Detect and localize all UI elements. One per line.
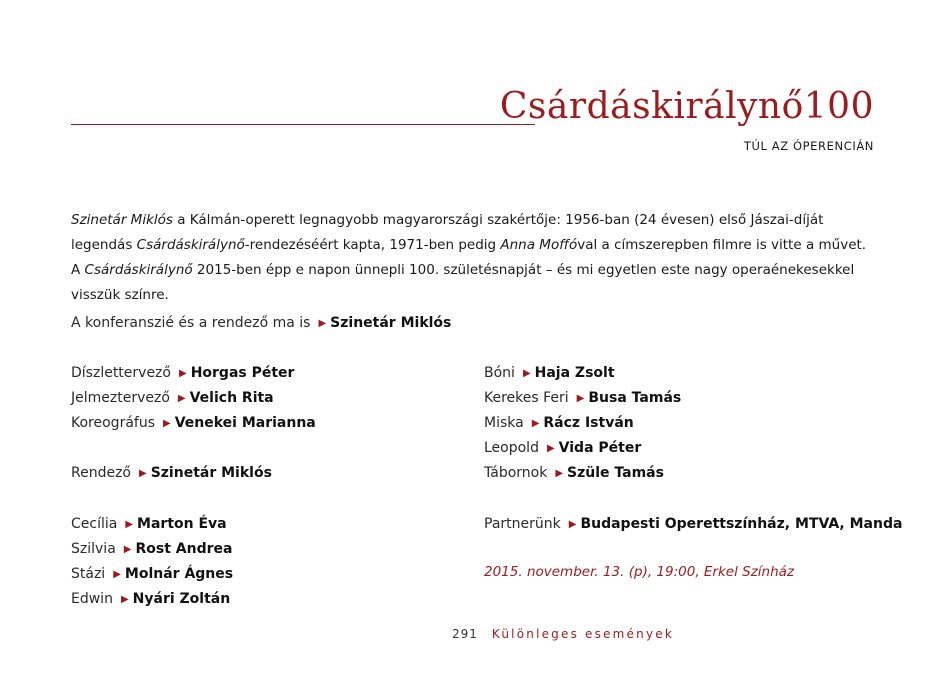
triangle-right-icon: ▶ [120, 594, 129, 605]
triangle-right-icon: ▶ [522, 368, 531, 379]
intro-italic-run: Csárdáskirálynő [84, 262, 193, 278]
credit-row [484, 414, 634, 434]
credit-role: Tábornok [484, 465, 548, 481]
credit-name: Budapesti Operettszínház, MTVA, Manda [580, 516, 903, 532]
credit-name: Marton Éva [137, 516, 227, 532]
credit-row [71, 389, 274, 409]
intro-text-run: val a címszerepben filmre is vitte a művet. A [71, 237, 867, 278]
triangle-right-icon: ▶ [568, 519, 577, 530]
triangle-right-icon: ▶ [163, 418, 171, 429]
page-title: Csárdáskirálynő100 [499, 86, 874, 127]
event-date: 2015. november. 13. (p), 19:00, Erkel Színház [484, 564, 795, 580]
triangle-right-icon: ▶ [178, 368, 187, 379]
credit-name: Horgas Péter [190, 365, 295, 381]
triangle-right-icon: ▶ [123, 544, 132, 555]
credit-name: Molnár Ágnes [124, 566, 234, 582]
credit-row [71, 540, 232, 560]
intro-italic-run: Anna Moffó [500, 237, 578, 253]
credit-name: Vida Péter [558, 440, 642, 456]
triangle-right-icon: ▶ [576, 393, 585, 404]
credit-row [71, 464, 272, 484]
credit-role: Partnerünk [484, 516, 561, 532]
credit-name: Rácz István [543, 415, 634, 431]
triangle-right-icon: ▶ [555, 468, 564, 479]
credit-name: Nyári Zoltán [132, 591, 231, 607]
credit-row [484, 464, 664, 484]
credit-role: Kerekes Feri [484, 390, 569, 406]
intro-italic-run: Csárdáskirálynő [136, 237, 245, 253]
title-rule [71, 124, 535, 125]
credit-name: Szüle Tamás [567, 465, 664, 481]
credit-row [484, 364, 615, 384]
credit-row [71, 364, 294, 384]
credit-row [484, 389, 681, 409]
triangle-right-icon: ▶ [546, 443, 555, 454]
credit-row [484, 515, 902, 535]
credit-role: Bóni [484, 365, 515, 381]
credit-role: Edwin [71, 591, 113, 607]
credit-row [71, 565, 233, 585]
page-subtitle: TÚL AZ ÓPERENCIÁN [743, 139, 874, 153]
page-footer [452, 627, 674, 641]
credit-name: Busa Tamás [588, 390, 682, 406]
credit-role: Szilvia [71, 541, 116, 557]
credit-role: Díszlettervező [71, 365, 171, 381]
credit-role: Jelmeztervező [71, 390, 170, 406]
credit-role: Stázi [71, 566, 106, 582]
credit-role: Rendező [71, 465, 131, 481]
intro-italic-run: Szinetár Miklós [71, 212, 173, 228]
page-number: 291 [452, 627, 478, 641]
intro-text-run: -rendezéséért kapta, 1971-ben pedig [244, 237, 501, 253]
credit-row [71, 590, 230, 610]
credit-name: Rost Andrea [135, 541, 233, 557]
credit-name: Szinetár Miklós [150, 465, 272, 481]
triangle-right-icon: ▶ [177, 393, 186, 404]
credit-role: Miska [484, 415, 524, 431]
credit-row [71, 414, 316, 434]
triangle-right-icon: ▶ [531, 418, 540, 429]
section-name: Különleges események [491, 627, 674, 641]
credit-name: Venekei Marianna [174, 415, 316, 431]
host-label: A konferanszié és a rendező ma is [71, 315, 311, 331]
credit-name: Haja Zsolt [534, 365, 615, 381]
credit-row [71, 515, 227, 535]
intro-paragraph [71, 208, 871, 308]
credit-role: Cecília [71, 516, 118, 532]
triangle-right-icon: ▶ [318, 318, 327, 329]
host-name: Szinetár Miklós [330, 315, 452, 331]
credit-role: Koreográfus [71, 415, 155, 431]
triangle-right-icon: ▶ [113, 569, 121, 580]
credit-row [484, 439, 641, 459]
credit-name: Velich Rita [189, 390, 274, 406]
intro-text-run: a Kálmán-operett legnagyobb magyarországi szakértője: 1956-ban (24 évesen) első Jászai-díját legendás [71, 212, 824, 253]
credit-role: Leopold [484, 440, 539, 456]
intro-text-run: 2015-ben épp e napon ünnepli 100. születésnapját – és mi egyetlen este nagy operaénekesekkel visszük színre. [71, 262, 855, 303]
host-row [71, 314, 451, 334]
triangle-right-icon: ▶ [139, 468, 147, 479]
triangle-right-icon: ▶ [125, 519, 134, 530]
